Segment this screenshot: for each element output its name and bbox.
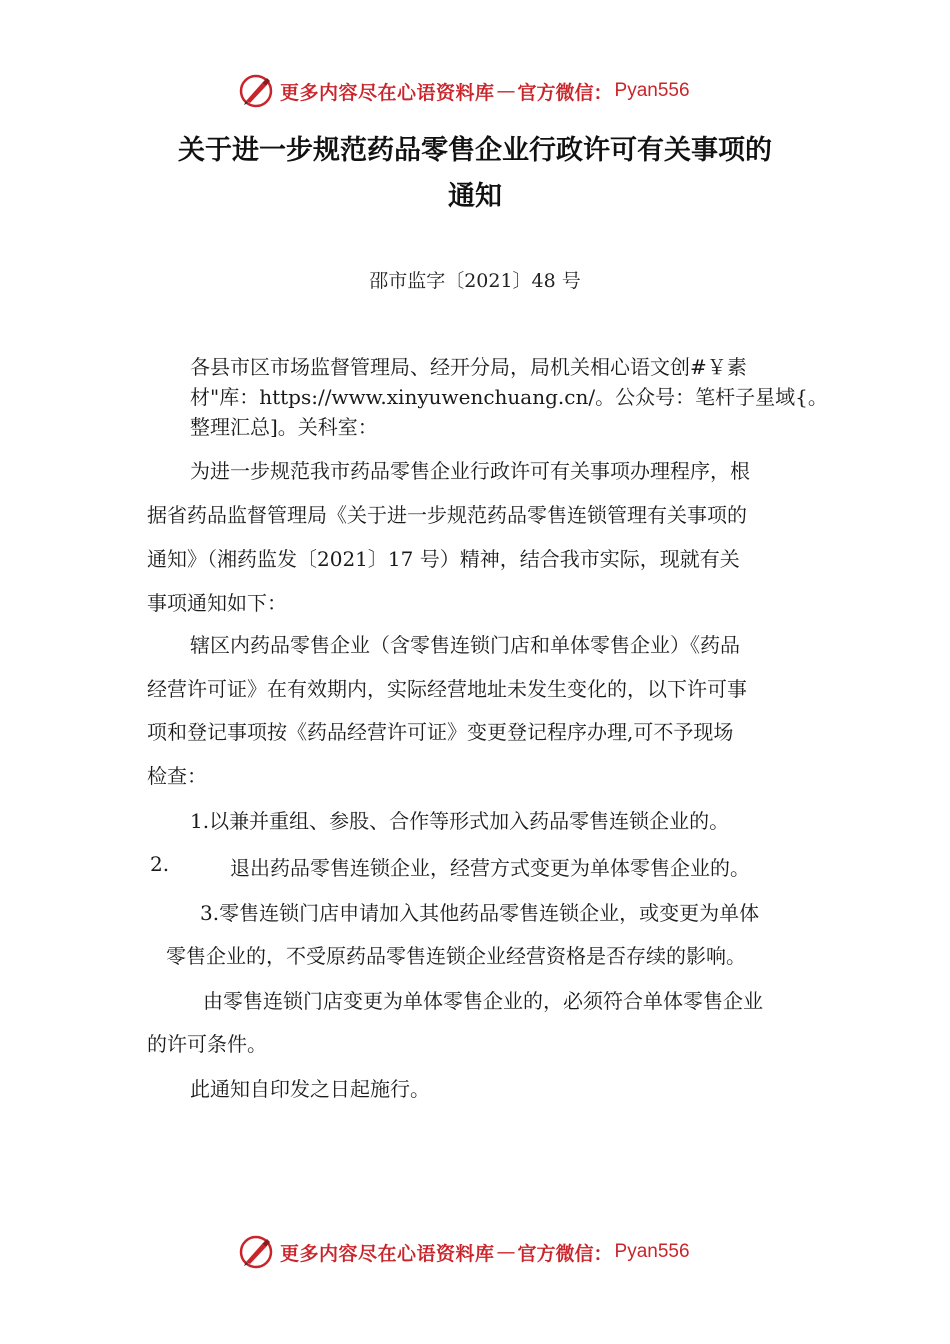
banner-wechat-id: Pyan556 (614, 80, 690, 101)
para2-line-1: 辖区内药品零售企业（含零售连锁门店和单体零售企业）《药品 (190, 633, 740, 657)
addressee-line-1: 各县市区市场监督管理局、经开分局，局机关相心语文创#￥素 (190, 355, 747, 379)
banner-wechat-id: Pyan556 (614, 1241, 690, 1262)
closing-statement: 此通知自印发之日起施行。 (190, 1077, 430, 1101)
para1-line-4: 事项通知如下： (147, 591, 287, 615)
banner-dash: — (496, 1241, 516, 1263)
banner-wechat-label: 官方微信： (517, 81, 613, 104)
para3-line-1: 由零售连锁门店变更为单体零售企业的，必须符合单体零售企业 (203, 989, 763, 1013)
para2-line-3: 项和登记事项按《药品经营许可证》变更登记程序办理,可不予现场 (147, 720, 734, 744)
banner-dash: — (496, 80, 516, 102)
document-title-line-2: 通知 (448, 181, 502, 212)
item-2-text: 退出药品零售连锁企业，经营方式变更为单体零售企业的。 (230, 856, 750, 880)
banner-text: 更多内容尽在心语资料库 (280, 1242, 495, 1265)
header-banner (238, 73, 690, 109)
document-title-line-1: 关于进一步规范药品零售企业行政许可有关事项的 (178, 135, 772, 166)
banner-text: 更多内容尽在心语资料库 (280, 81, 495, 104)
item-3-line-2: 零售企业的，不受原药品零售连锁企业经营资格是否存续的影响。 (166, 944, 746, 968)
para1-line-2: 据省药品监督管理局《关于进一步规范药品零售连锁管理有关事项的 (147, 503, 747, 527)
para2-line-2: 经营许可证》在有效期内，实际经营地址未发生变化的，以下许可事 (147, 677, 747, 701)
para3-line-2: 的许可条件。 (147, 1032, 267, 1056)
item-3-line-1: 3.零售连锁门店申请加入其他药品零售连锁企业，或变更为单体 (200, 901, 760, 925)
addressee-line-3: 整理汇总]。关科室： (190, 415, 378, 439)
para1-line-1: 为进一步规范我市药品零售企业行政许可有关事项办理程序，根 (190, 459, 750, 483)
addressee-line-2: 材"库：https://www.xinyuwenchuang.cn/。公众号：笔杆子星域{。 (190, 385, 828, 409)
pen-logo-icon (238, 1234, 274, 1270)
pen-logo-icon (238, 73, 274, 109)
item-1: 1.以兼并重组、参股、合作等形式加入药品零售连锁企业的。 (190, 809, 730, 833)
item-2-number: 2. (150, 852, 170, 876)
para2-line-4: 检查： (147, 764, 207, 788)
banner-wechat-label: 官方微信： (517, 1242, 613, 1265)
document-number: 邵市监字〔2021〕48 号 (369, 270, 581, 292)
footer-banner (238, 1234, 690, 1270)
para1-line-3: 通知》（湘药监发〔2021〕17 号）精神，结合我市实际，现就有关 (147, 547, 740, 571)
